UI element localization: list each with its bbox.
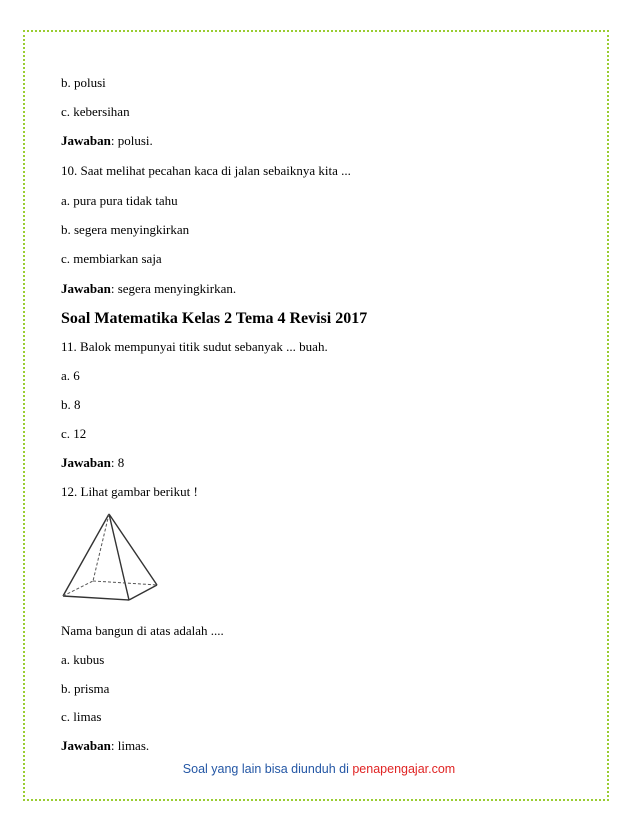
question-11: 11. Balok mempunyai titik sudut sebanyak ... buah. <box>61 339 328 354</box>
option-c-kebersihan: c. kebersihan <box>61 104 130 119</box>
section-heading: Soal Matematika Kelas 2 Tema 4 Revisi 2017 <box>61 310 368 327</box>
option-c-q12: c. limas <box>61 709 102 724</box>
footer-text: Soal yang lain bisa diunduh di <box>182 762 353 776</box>
footer-link[interactable]: penapengajar.com <box>352 762 456 776</box>
option-a-q12: a. kubus <box>61 652 105 667</box>
option-c-q11: c. 12 <box>61 426 87 441</box>
option-b-q12: b. prisma <box>61 681 110 696</box>
option-b-polusi: b. polusi <box>61 75 106 90</box>
base-edge-right <box>129 585 157 600</box>
option-b-q10: b. segera menyingkirkan <box>61 222 190 237</box>
question-10: 10. Saat melihat pecahan kaca di jalan sebaiknya kita ... <box>61 163 351 178</box>
answer-12: Jawaban: limas. <box>61 738 150 753</box>
lateral-edge-left <box>63 514 109 596</box>
lateral-edge-front <box>109 514 129 600</box>
option-a-q10: a. pura pura tidak tahu <box>61 193 178 208</box>
question-12: 12. Lihat gambar berikut ! <box>61 484 198 499</box>
hidden-lateral-edge <box>93 514 109 581</box>
question-12-prompt: Nama bangun di atas adalah .... <box>61 623 224 638</box>
option-c-q10: c. membiarkan saja <box>61 251 162 266</box>
footer <box>0 762 638 776</box>
answer-9: Jawaban: polusi. <box>61 133 153 148</box>
option-a-q11: a. 6 <box>61 368 80 383</box>
option-b-q11: b. 8 <box>61 397 81 412</box>
answer-10: Jawaban: segera menyingkirkan. <box>61 281 237 296</box>
pyramid-figure <box>58 510 162 606</box>
lateral-edge-right <box>109 514 157 585</box>
answer-11: Jawaban: 8 <box>61 455 125 470</box>
base-edge-front <box>63 596 129 600</box>
